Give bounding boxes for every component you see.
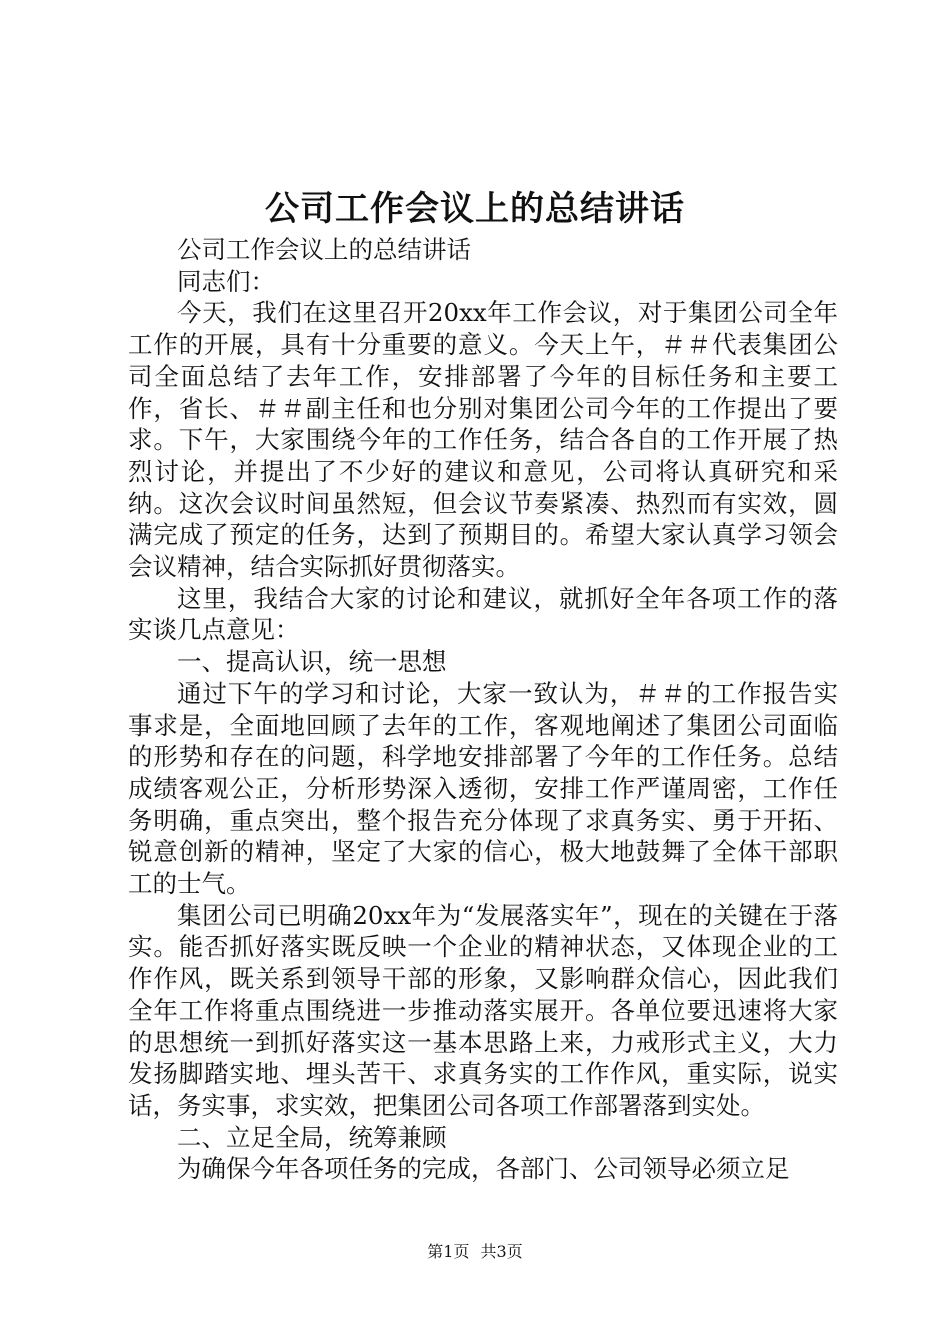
body-paragraph: 为确保今年各项任务的完成，各部门、公司领导必须立足 <box>177 1154 790 1184</box>
document-body <box>128 234 838 1185</box>
body-paragraph: 今天，我们在这里召开20xx年工作会议，对于集团公司全年工作的开展，具有十分重要的意义。今天上午，＃＃代表集团公司全面总结了去年工作，安排部署了今年的目标任务和主要工作，省长、＃＃副主任和也分别对集团公司今年的工作提出了要求。下午，大家围绕今年的工作任务，结合各自的工作开展了热烈讨论，并提出了不少好的建议和意见，公司将认真研究和采纳。这次会议时间虽然短，但会议节奏紧凑、热烈而有实效，圆满完成了预定的任务，达到了预期目的。希望大家认真学习领会会议精神，结合实际抓好贯彻落实。 <box>128 298 838 582</box>
section-heading: 二、立足全局，统筹兼顾 <box>177 1122 447 1152</box>
section-heading: 一、提高认识，统一思想 <box>177 647 447 677</box>
body-paragraph-subtitle: 公司工作会议上的总结讲话 <box>177 235 471 264</box>
body-paragraph-salutation: 同志们： <box>177 266 275 296</box>
page-total: 共3页 <box>480 1242 523 1261</box>
body-paragraph: 集团公司已明确20xx年为“发展落实年”，现在的关键在于落实。能否抓好落实既反映一个企业的精神状态，又体现企业的工作作风，既关系到领导干部的形象，又影响群众信心，因此我们全年工作将重点围绕进一步推动落实展开。各单位要迅速将大家的思想统一到抓好落实这一基本思路上来，力戒形式主义，大力发扬脚踏实地、埋头苦干、求真务实的工作作风，重实际，说实话，务实事，求实效，把集团公司各项工作部署落到实处。 <box>128 900 838 1120</box>
document-title: 公司工作会议上的总结讲话 <box>265 189 685 229</box>
body-paragraph: 这里，我结合大家的讨论和建议，就抓好全年各项工作的落实谈几点意见： <box>128 583 838 645</box>
page-footer <box>0 1240 950 1264</box>
body-paragraph: 通过下午的学习和讨论，大家一致认为，＃＃的工作报告实事求是，全面地回顾了去年的工作，客观地阐述了集团公司面临的形势和存在的问题，科学地安排部署了今年的工作任务。总结成绩客观公正，分析形势深入透彻，安排工作严谨周密，工作任务明确，重点突出，整个报告充分体现了求真务实、勇于开拓、锐意创新的精神，坚定了大家的信心，极大地鼓舞了全体干部职工的士气。 <box>128 678 838 899</box>
page-number: 第1页 <box>427 1242 470 1261</box>
